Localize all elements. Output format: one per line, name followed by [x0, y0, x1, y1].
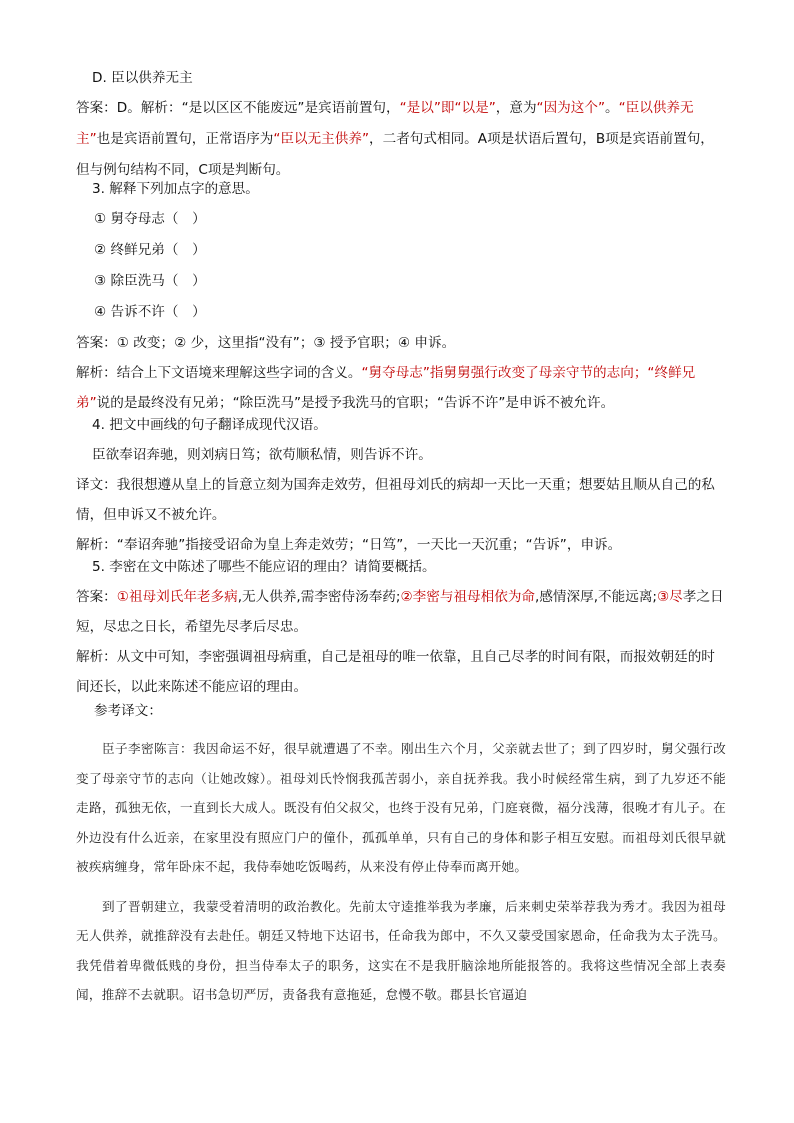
q3-analysis: 解析：结合上下文语境来理解这些字词的含义。“舅夺母志”指舅舅强行改变了母亲守节的志向；“终鲜兄弟”说的是最终没有兄弟；“除臣洗马”是授予我洗马的官职；“告诉不许”是申诉不被允许。 [76, 365, 696, 411]
reference-translation [76, 734, 726, 1010]
reference-title-wrap [76, 696, 726, 726]
q4-analysis: 解析：“奉诏奔驰”指接受诏命为皇上奔走效劳；“日笃”，一天比一天沉重；“告诉”，申诉。 [76, 537, 622, 553]
reference-paragraph-2: 到了晋朝建立，我蒙受着清明的政治教化。先前太守逵推举我为孝廉，后来刺史荣举荐我为秀才。我因为祖母无人供养，就推辞没有去赴任。朝廷又特地下达诏书，任命我为郎中，不久又蒙受国家恩命，任命我为太子洗马。我凭借着卑微低贱的身份，担当侍奉太子的职务，这实在不是我肝脑涂地所能报答的。我将这些情况全部上表奏闻，推辞不去就职。诏书急切严厉，责备我有意拖延，怠慢不敬。郡县长官逼迫 [76, 898, 726, 1002]
q3-option-2: ② 终鲜兄弟（ ） [94, 242, 206, 258]
q3-option-4: ④ 告诉不许（ ） [94, 304, 206, 320]
q2-answer: 答案：D。解析：“是以区区不能废远”是宾语前置句，“是以”即“以是”，意为“因为这个”。“臣以供养无主”也是宾语前置句，正常语序为“臣以无主供养”，二者句式相同。A项是状语后置句，B项是宾语前置句，但与例句结构不同，C项是判断句。 [76, 100, 714, 178]
question-4-section [76, 410, 726, 560]
reference-paragraph-1: 臣子李密陈言：我因命运不好，很早就遭遇了不幸。刚出生六个月，父亲就去世了；到了四岁时，舅父强行改变了母亲守节的志向（让她改嫁）。祖母刘氏怜悯我孤苦弱小，亲自抚养我。我小时候经常生病，到了九岁还不能走路，孤独无依，一直到长大成人。既没有伯父叔父，也终于没有兄弟，门庭衰微，福分浅薄，很晚才有儿子。在外边没有什么近亲，在家里没有照应门户的僮仆，孤孤单单，只有自己的身体和影子相互安慰。而祖母刘氏很早就被疾病缠身，常年卧床不起，我侍奉她吃饭喝药，从来没有停止侍奉而离开她。 [76, 741, 726, 874]
q5-question: 5. 李密在文中陈述了哪些不能应诏的理由？请简要概括。 [92, 559, 436, 575]
q3-answer: 答案：① 改变；② 少，这里指“没有”；③ 授予官职；④ 申诉。 [76, 335, 456, 351]
question-2-section [76, 63, 726, 186]
question-3-section [76, 174, 726, 418]
q5-answer: 答案：①祖母刘氏年老多病,无人供养,需李密侍汤奉药;②李密与祖母相依为命,感情深厚,不能远离;③尽孝之日短，尽忠之日长，希望先尽孝后尽忠。 [76, 589, 724, 635]
q4-question: 4. 把文中画线的句子翻译成现代汉语。 [92, 417, 327, 433]
q4-sentence: 臣欲奉诏奔驰，则刘病日笃；欲苟顺私情，则告诉不许。 [92, 447, 432, 463]
option-d: D. 臣以供养无主 [92, 70, 193, 86]
reference-title: 参考译文： [94, 703, 162, 719]
q3-question: 3. 解释下列加点字的意思。 [92, 181, 259, 197]
question-5-section [76, 552, 726, 702]
q5-analysis: 解析：从文中可知，李密强调祖母病重，自己是祖母的唯一依靠，且自己尽孝的时间有限，而报效朝廷的时间还长，以此来陈述不能应诏的理由。 [76, 649, 715, 695]
q4-translation: 译文：我很想遵从皇上的旨意立刻为国奔走效劳，但祖母刘氏的病却一天比一天重；想要姑且顺从自己的私情，但申诉又不被允许。 [76, 477, 715, 523]
q3-option-3: ③ 除臣洗马（ ） [94, 273, 206, 289]
q3-option-1: ① 舅夺母志（ ） [94, 211, 206, 227]
